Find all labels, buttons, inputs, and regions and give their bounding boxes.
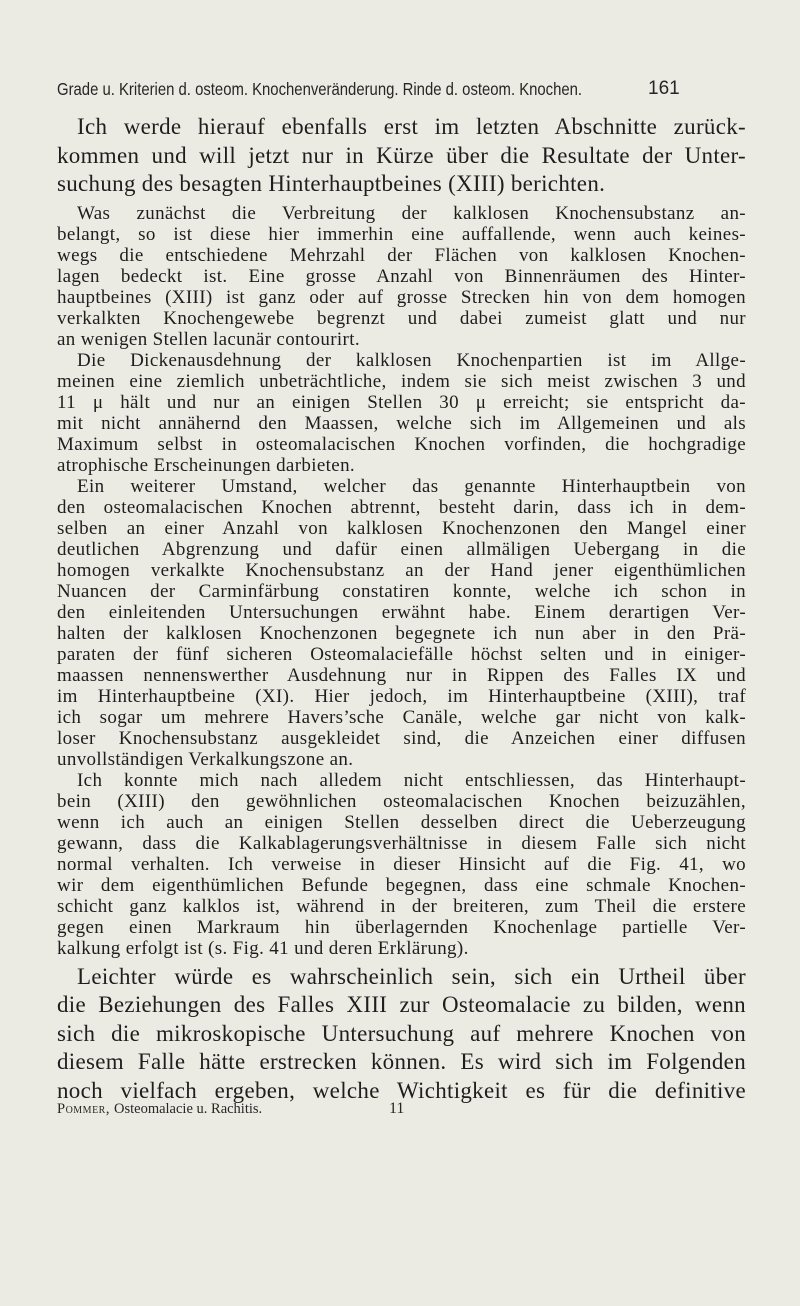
text-line: die Beziehungen des Falles XIII zur Osteomalacie zu bilden, wenn — [57, 992, 746, 1018]
text-line: meinen eine ziemlich unbeträchtliche, indem sie sich meist zwischen 3 und — [57, 370, 746, 392]
text-line: den einleitenden Untersuchungen erwähnt habe. Einem derartigen Ver- — [57, 601, 746, 623]
text-line: Ich konnte mich nach alledem nicht entschliessen, das Hinterhaupt- — [77, 769, 746, 791]
text-line: den osteomalacischen Knochen abtrennt, besteht darin, dass ich in dem- — [57, 496, 746, 518]
sheet-signature: 11 — [389, 1100, 405, 1117]
text-line: hauptbeines (XIII) ist ganz oder auf grosse Strecken hin von dem homogen — [57, 286, 746, 308]
text-line: normal verhalten. Ich verweise in dieser Hinsicht auf die Fig. 41, wo — [57, 853, 746, 875]
paragraph — [57, 476, 746, 770]
text-line: unvollständigen Verkalkungszone an. — [57, 748, 354, 770]
text-line: ich sogar um mehrere Havers’sche Canäle, welche gar nicht von kalk- — [57, 706, 746, 728]
paragraph — [57, 203, 746, 350]
text-line: mit nicht annähernd den Maassen, welche sich im Allgemeinen und als — [57, 412, 746, 434]
paragraph — [57, 770, 746, 959]
text-line: maassen nennenswerther Ausdehnung nur in Rippen des Falles IX und — [57, 664, 746, 686]
text-line: selben an einer Anzahl von kalklosen Knochenzonen den Mangel einer — [57, 517, 746, 539]
paragraph — [57, 963, 746, 1106]
text-line: Nuancen der Carminfärbung constatiren konnte, welche ich schon in — [57, 580, 746, 602]
text-line: an wenigen Stellen lacunär contourirt. — [57, 328, 360, 350]
small-type-section — [57, 203, 746, 959]
text-line: wegs die entschiedene Mehrzahl der Flächen von kalklosen Knochen- — [57, 244, 746, 266]
footer-book-title: Osteomalacie u. Rachitis. — [113, 1101, 263, 1117]
text-line: kalkung erfolgt ist (s. Fig. 41 und deren Erklärung). — [57, 937, 469, 959]
text-line: 11 μ hält und nur an einigen Stellen 30 μ erreicht; sie entspricht da- — [57, 391, 746, 413]
text-line: Ich werde hierauf ebenfalls erst im letzten Abschnitte zurück- — [77, 114, 746, 139]
paragraph — [57, 350, 746, 476]
text-line: deutlichen Abgrenzung und dafür einen allmäligen Uebergang in die — [57, 538, 746, 560]
paragraph — [57, 113, 746, 199]
text-line: Die Dickenausdehnung der kalklosen Knochenpartien ist im Allge- — [77, 349, 746, 371]
text-line: sich die mikroskopische Untersuchung auf mehrere Knochen von — [57, 1020, 746, 1046]
text-line: suchung des besagten Hinterhauptbeines (XIII) berichten. — [57, 171, 606, 196]
text-line: wenn ich auch an einigen Stellen desselben direct die Ueberzeugung — [57, 811, 746, 833]
page-number: 161 — [648, 78, 680, 99]
text-line: Maximum selbst in osteomalacischen Knochen vorfinden, die hochgradige — [57, 433, 746, 455]
text-line: halten der kalklosen Knochenzonen begegnete ich nun aber in den Prä- — [57, 622, 746, 644]
text-line: noch vielfach ergeben, welche Wichtigkeit es für die definitive — [57, 1077, 746, 1103]
text-line: belangt, so ist diese hier immerhin eine auffallende, wenn auch keines- — [57, 223, 746, 245]
text-line: loser Knochensubstanz ausgekleidet sind, die Anzeichen einer diffusen — [57, 727, 746, 749]
footer-author: Pommer, — [57, 1101, 110, 1117]
text-line: im Hinterhauptbeine (XI). Hier jedoch, im Hinterhauptbeine (XIII), traf — [57, 685, 746, 707]
text-line: Was zunächst die Verbreitung der kalklosen Knochensubstanz an- — [77, 202, 746, 224]
text-line: wir dem eigenthümlichen Befunde begegnen, dass eine schmale Knochen- — [57, 874, 746, 896]
text-line: atrophische Erscheinungen darbieten. — [57, 454, 356, 476]
text-line: schicht ganz kalklos ist, während in der breiteren, zum Theil die erstere — [57, 895, 746, 917]
text-line: gewann, dass die Kalkablagerungsverhältnisse in diesem Falle sich nicht — [57, 832, 746, 854]
text-line: gegen einen Markraum hin überlagernden Knochenlage partielle Ver- — [57, 916, 746, 938]
running-title: Grade u. Kriterien d. osteom. Knochenveränderung. Rinde d. osteom. Knochen. — [57, 79, 583, 99]
text-line: verkalkten Knochengewebe begrenzt und dabei zumeist glatt und nur — [57, 307, 746, 329]
text-line: paraten der fünf sicheren Osteomalaciefälle höchst selten und in einiger- — [57, 643, 746, 665]
text-line: bein (XIII) den gewöhnlichen osteomalacischen Knochen beizuzählen, — [57, 790, 746, 812]
signature-line — [57, 1101, 457, 1117]
text-line: Leichter würde es wahrscheinlich sein, sich ein Urtheil über — [77, 963, 746, 989]
running-header — [57, 79, 697, 99]
text-line: diesem Falle hätte erstrecken können. Es wird sich im Folgenden — [57, 1049, 746, 1075]
text-line: Ein weiterer Umstand, welcher das genannte Hinterhauptbein von — [77, 475, 746, 497]
text-line: kommen und will jetzt nur in Kürze über die Resultate der Unter- — [57, 142, 746, 168]
text-line: homogen verkalkte Knochensubstanz an der Hand jener eigenthümlichen — [57, 559, 746, 581]
text-line: lagen bedeckt ist. Eine grosse Anzahl von Binnenräumen des Hinter- — [57, 265, 746, 287]
